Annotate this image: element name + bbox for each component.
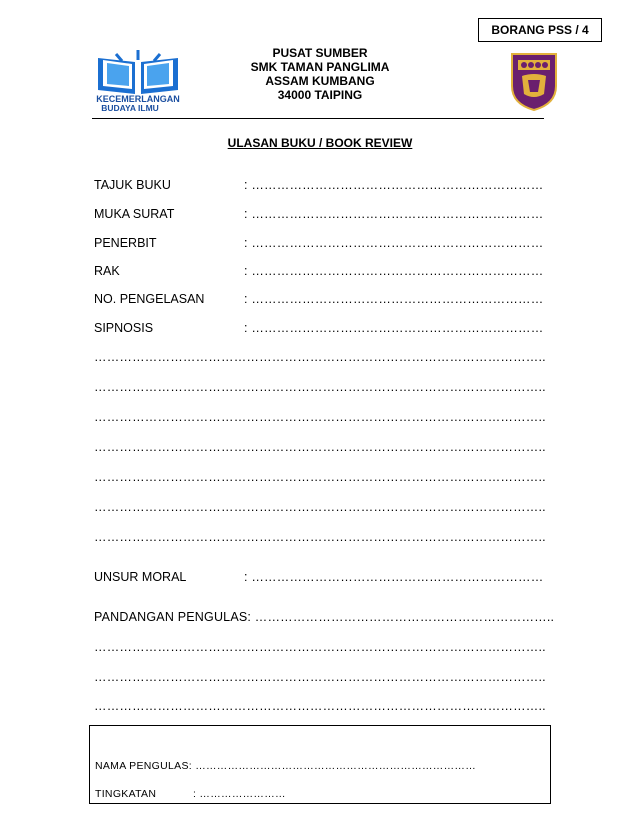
field-label-penerbit: PENERBIT [94, 236, 157, 250]
sinopsis-line: …………………………………………………………………………………………….. [94, 530, 546, 544]
pandangan-line: …………………………………………………………………………………………….. [94, 670, 546, 684]
header-line-4: 34000 TAIPING [277, 88, 363, 102]
field-label-unsur-moral: UNSUR MORAL [94, 570, 187, 584]
field-value-sipnosis: : …………………………………………………………… [244, 321, 544, 335]
form-code-box [478, 18, 602, 42]
sinopsis-line: …………………………………………………………………………………………….. [94, 350, 546, 364]
field-value-muka-surat: : …………………………………………………………… [244, 207, 544, 221]
header-address [220, 46, 420, 102]
reviewer-name-line: NAMA PENGULAS: …………………………………………………………………… [95, 760, 476, 772]
logo-text-1: KECEMERLANGAN [96, 94, 180, 104]
grade-value: : …………………… [193, 788, 286, 800]
field-value-unsur-moral: : …………………………………………………………… [244, 570, 544, 584]
page-title: ULASAN BUKU / BOOK REVIEW [227, 136, 413, 150]
form-code: BORANG PSS / 4 [491, 23, 589, 37]
pandangan-line: …………………………………………………………………………………………….. [94, 640, 546, 654]
field-value-tajuk-buku: : …………………………………………………………… [244, 178, 544, 192]
header-line-1: PUSAT SUMBER [272, 46, 368, 60]
logo-text-2: BUDAYA ILMU [101, 103, 159, 112]
field-label-rak: RAK [94, 264, 120, 278]
field-label-sipnosis: SIPNOSIS [94, 321, 154, 335]
field-label-tajuk-buku: TAJUK BUKU [94, 178, 171, 192]
school-crest-icon [508, 50, 560, 112]
pandangan-line: …………………………………………………………………………………………….. [94, 699, 546, 713]
field-label-no-pengelasan: NO. PENGELASAN [94, 292, 205, 306]
sinopsis-line: …………………………………………………………………………………………….. [94, 500, 546, 514]
school-library-logo [88, 50, 188, 112]
pandangan-pengulas-line: PANDANGAN PENGULAS: …………………………………………………………….. [94, 610, 555, 624]
field-value-no-pengelasan: : …………………………………………………………… [244, 292, 544, 306]
header-divider [92, 118, 544, 119]
sinopsis-line: …………………………………………………………………………………………….. [94, 380, 546, 394]
field-value-penerbit: : …………………………………………………………… [244, 236, 544, 250]
sinopsis-line: …………………………………………………………………………………………….. [94, 440, 546, 454]
sinopsis-line: …………………………………………………………………………………………….. [94, 470, 546, 484]
header-line-2: SMK TAMAN PANGLIMA [250, 60, 390, 74]
reviewer-box [89, 725, 551, 804]
sinopsis-line: …………………………………………………………………………………………….. [94, 410, 546, 424]
header-line-3: ASSAM KUMBANG [265, 74, 375, 88]
grade-label: TINGKATAN [95, 788, 157, 800]
field-label-muka-surat: MUKA SURAT [94, 207, 175, 221]
field-value-rak: : …………………………………………………………… [244, 264, 544, 278]
